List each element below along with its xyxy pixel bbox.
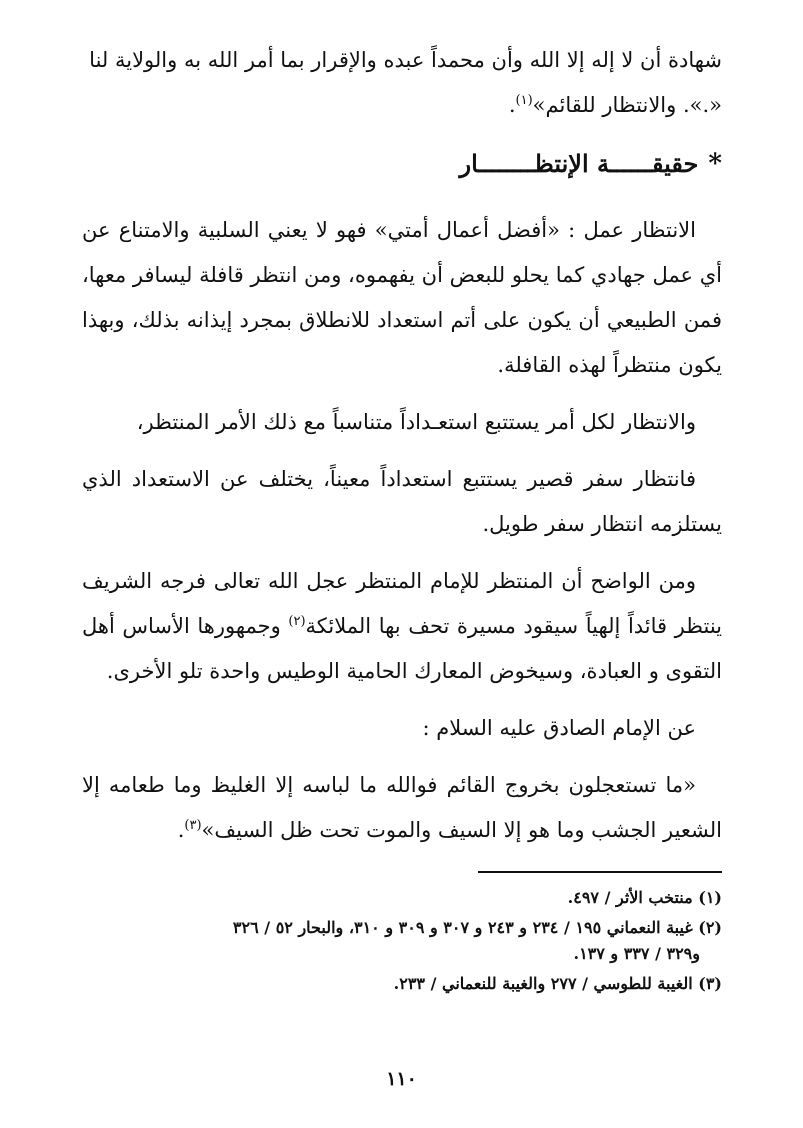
footnote-ref-2: (٢) [288, 614, 306, 629]
footnote-divider [478, 871, 722, 873]
footnote-1: (١) منتخب الأثر / ٤٩٧. [567, 888, 722, 907]
section-heading-text: حقيقــــــة الإنتظــــــــار [459, 149, 699, 178]
paragraph-4 [82, 559, 722, 694]
intro-line-2: «.». والانتظار للقائم» [532, 93, 722, 117]
intro-paragraph [82, 38, 722, 128]
footnote-2-text: (٢) غيبة النعماني ١٩٥ / ٢٣٤ و ٢٤٣ و ٣٠٧ و ٣٠٩ و ٣١٠، والبحار ٥٢ / ٣٢٦ [232, 918, 722, 937]
intro-line-1: شهادة أن لا إله إلا الله وأن محمداً عبده والإقرار بما أمر الله به والولاية لنا [89, 48, 722, 72]
footnote-2-continuation: و٣٢٩ / ٣٣٧ و ١٣٧. [573, 944, 700, 963]
paragraph-6-end: . [177, 818, 185, 842]
section-heading [82, 142, 722, 186]
page-number: ١١٠ [386, 1068, 417, 1090]
paragraph-3: فانتظار سفر قصير يستتبع استعداداً معيناً، يختلف عن الاستعداد الذي يستلزمه انتظار سفر طويل. [82, 467, 722, 536]
footnotes [82, 885, 722, 997]
page-content [82, 38, 722, 1001]
star-icon: * [708, 149, 722, 179]
footnote-3: (٣) الغيبة للطوسي / ٢٧٧ والغيبة للنعماني / ٢٣٣. [393, 974, 722, 993]
paragraph-4-text-b: وجمهورها الأساس أهل التقوى و العبادة، وسيخوض المعارك الحامية الوطيس واحدة تلو الأخرى. [82, 614, 722, 683]
paragraph-1: الانتظار عمل : «أفضل أعمال أمتي» فهو لا يعني السلبية والامتناع عن أي عمل جهادي كما يحلو للبعض أن يفهموه، ومن انتظر قافلة ليسافر معها، فمن الطبيعي أن يكون على أتم استعداد للانطلاق بمجرد إيذانه بذلك، وبهذا يكون منتظراً لهذه القافلة. [82, 218, 722, 377]
footnote-ref-3: (٣) [184, 818, 202, 833]
paragraph-6-text: «ما تستعجلون بخروج القائم فوالله ما لباسه إلا الغليظ وما طعامه إلا الشعير الجشب وما هو إلا السيف والموت تحت ظل السيف» [82, 773, 722, 842]
footnote-ref-1: (١) [515, 93, 533, 108]
paragraph-5: عن الإمام الصادق عليه السلام : [422, 716, 696, 740]
intro-end: . [508, 93, 516, 117]
paragraph-4-text-a: ومن الواضح أن المنتظر للإمام المنتظر عجل الله تعالى فرجه الشريف ينتظر قائداً إلهياً سيقود مسيرة تحف بها الملائكة [82, 569, 722, 638]
footnote-2 [82, 915, 722, 967]
paragraph-2: والانتظار لكل أمر يستتبع استعـداداً متناسباً مع ذلك الأمر المنتظر، [136, 410, 696, 434]
paragraph-6 [82, 763, 722, 853]
